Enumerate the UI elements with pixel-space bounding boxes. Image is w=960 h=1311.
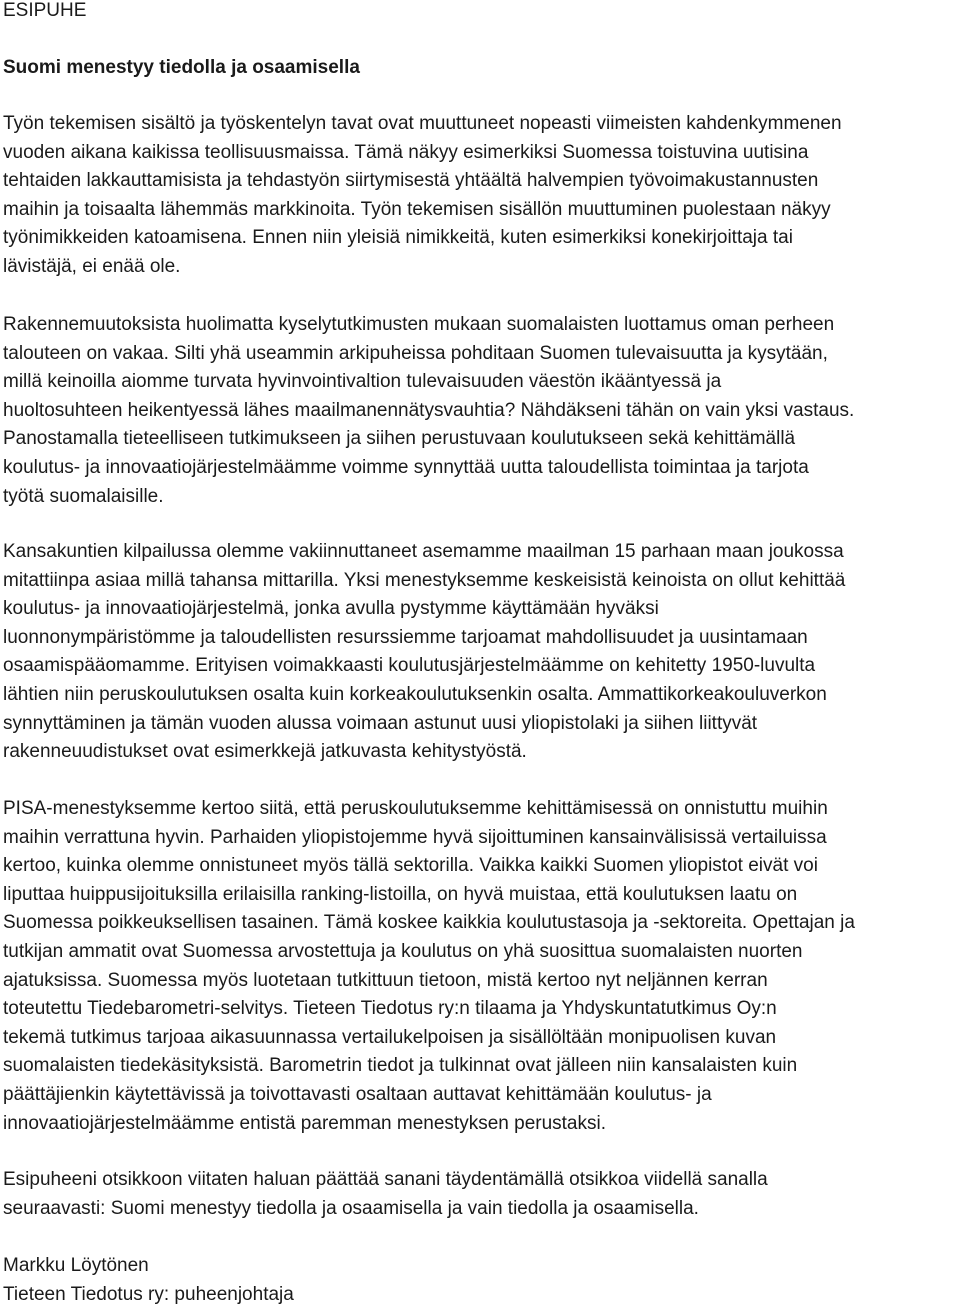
paragraph-line: lävistäjä, ei enää ole.	[3, 255, 181, 277]
paragraph-line: tutkijan ammatit ovat Suomessa arvostettuja ja koulutus on yhä suosittua suomalaisten nuorten	[3, 940, 803, 962]
paragraph-line: osaamispääomamme. Erityisen voimakkaasti koulutusjärjestelmäämme on kehitetty 1950-luvulta	[3, 655, 816, 677]
paragraph-3	[3, 538, 845, 767]
paragraph-line: päättäjienkin käytettävissä ja toivottavasti osaltaan auttavat kehittämään koulutus- ja	[3, 1083, 712, 1105]
paragraph-line: ajatuksissa. Suomessa myös luotetaan tutkittuun tietoon, mistä kertoo nyt neljännen kerran	[3, 969, 768, 991]
paragraph-line: Työn tekemisen sisältö ja työskentelyn tavat ovat muuttuneet nopeasti viimeisten kahdenkymmenen	[3, 113, 842, 134]
paragraph-line: vuoden aikana kaikissa teollisuusmaissa. Tämä näkyy esimerkiksi Suomessa toistuvina uutisina	[3, 141, 809, 163]
paragraph-line: Rakennemuutoksista huolimatta kyselytutkimusten mukaan suomalaisten luottamus oman perheen	[3, 314, 835, 335]
paragraph-line: huoltosuhteen heikentyessä lähes maailmanennätysvauhtia? Nähdäkseni tähän on vain yksi vastaus.	[3, 399, 855, 421]
section-label: ESIPUHE	[3, 0, 87, 21]
paragraph-1	[3, 110, 842, 282]
paragraph-line: työtä suomalaisille.	[3, 485, 164, 507]
signature-name: Markku Löytönen	[3, 1255, 149, 1276]
paragraph-5	[3, 1166, 768, 1223]
paragraph-line: työnimikkeiden katoamisena. Ennen niin yleisiä nimikkeitä, kuten esimerkiksi konekirjoittaja tai	[3, 227, 793, 249]
paragraph-line: tehtaiden lakkauttamisista ja tehdastyön siirtymisestä yhtäältä halvempien työvoimakustannusten	[3, 170, 819, 192]
paragraph-line: tekemä tutkimus tarjoaa aikasuunnassa vertailukelpoisen ja sisällöltään monipuolisen kuvan	[3, 1026, 777, 1048]
paragraph-line: lähtien niin peruskoulutuksen osalta kuin korkeakoulutuksenkin osalta. Ammattikorkeakouluverkon	[3, 683, 827, 705]
paragraph-line: mitattiinpa asiaa millä tahansa mittarilla. Yksi menestyksemme keskeisistä keinoista on ollut kehittää	[3, 569, 846, 591]
paragraph-line: maihin ja toisaalta lähemmäs markkinoita. Työn tekemisen sisällön muuttuminen puolestaan näkyy	[3, 198, 831, 220]
paragraph-line: synnyttäminen ja tämän vuoden alussa voimaan astunut uusi yliopistolaki ja siihen liittyvät	[3, 712, 758, 734]
paragraph-line: Kansakuntien kilpailussa olemme vakiinnuttaneet asemamme maailman 15 parhaan maan joukossa	[3, 541, 844, 562]
paragraph-line: PISA-menestyksemme kertoo siitä, että peruskoulutuksemme kehittämisessä on onnistuttu muihin	[3, 798, 828, 819]
paragraph-line: Esipuheeni otsikkoon viitaten haluan päättää sanani täydentämällä otsikkoa viidellä sanalla	[3, 1169, 768, 1190]
paragraph-line: maihin verrattuna hyvin. Parhaiden yliopistojemme hyvä sijoittuminen kansainvälisissä vertailuissa	[3, 826, 827, 848]
paragraph-4	[3, 795, 855, 1138]
paragraph-2	[3, 311, 854, 511]
document-title: Suomi menestyy tiedolla ja osaamisella	[3, 57, 360, 78]
signature-role: Tieteen Tiedotus ry: puheenjohtaja	[3, 1283, 294, 1305]
paragraph-line: millä keinoilla aiomme turvata hyvinvointivaltion tulevaisuuden väestön ikääntyessä ja	[3, 371, 722, 393]
paragraph-line: rakenneuudistukset ovat esimerkkejä jatkuvasta kehitystyöstä.	[3, 741, 527, 763]
paragraph-line: luonnonympäristömme ja taloudellisten resurssiemme tarjoamat mahdollisuudet ja uusintamaan	[3, 626, 808, 648]
paragraph-line: seuraavasti: Suomi menestyy tiedolla ja osaamisella ja vain tiedolla ja osaamisella.	[3, 1197, 699, 1219]
paragraph-line: liputtaa huippusijoituksilla erilaisilla ranking-listoilla, on hyvä muistaa, että koulutuksen laatu on	[3, 883, 798, 905]
paragraph-line: kertoo, kuinka olemme onnistuneet myös tällä sektorilla. Vaikka kaikki Suomen yliopistot eivät voi	[3, 855, 818, 877]
signature-block	[3, 1252, 294, 1309]
paragraph-line: toteutettu Tiedebarometri-selvitys. Tieteen Tiedotus ry:n tilaama ja Yhdyskuntatutkimus Oy:n	[3, 998, 777, 1020]
paragraph-line: talouteen on vakaa. Silti yhä useammin arkipuheissa pohditaan Suomen tulevaisuutta ja kysytään,	[3, 342, 828, 364]
paragraph-line: koulutus- ja innovaatiojärjestelmäämme voimme synnyttää uutta taloudellista toimintaa ja tarjota	[3, 456, 809, 478]
paragraph-line: koulutus- ja innovaatiojärjestelmä, jonka avulla pystymme käyttämään hyväksi	[3, 598, 659, 620]
paragraph-line: Suomessa poikkeuksellisen tasainen. Tämä koskee kaikkia koulutustasoja ja -sektoreita. Opettajan ja	[3, 912, 855, 934]
paragraph-line: Panostamalla tieteelliseen tutkimukseen ja siihen perustuvaan koulutukseen sekä kehittämällä	[3, 428, 796, 450]
paragraph-line: innovaatiojärjestelmäämme entistä paremman menestyksen perustaksi.	[3, 1112, 606, 1134]
paragraph-line: suomalaisten tiedekäsityksistä. Barometrin tiedot ja tulkinnat ovat jälleen niin kansalaisten kuin	[3, 1055, 798, 1077]
